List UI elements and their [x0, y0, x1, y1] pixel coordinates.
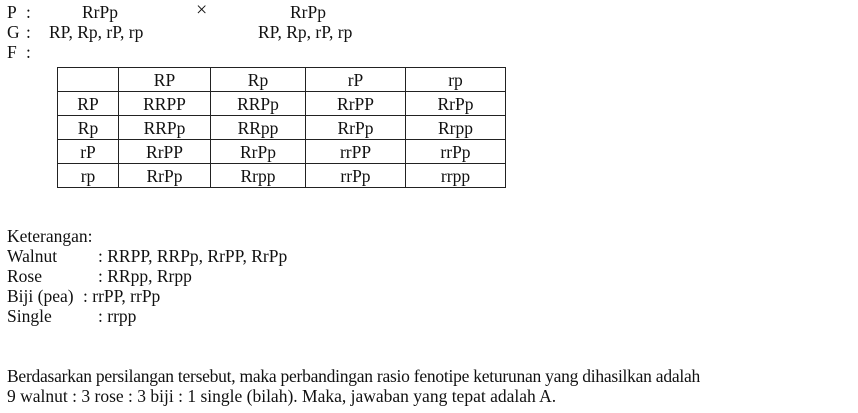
row-header: Rp [58, 116, 119, 140]
table-row [58, 116, 506, 140]
header-cell: Rp [211, 68, 306, 92]
cell: Rrpp [406, 116, 506, 140]
row-header: RP [58, 92, 119, 116]
punnett-square [57, 67, 506, 188]
cell: RRPP [119, 92, 211, 116]
table-row [58, 164, 506, 188]
legend-value: : rrpp [98, 306, 137, 326]
table-row [58, 92, 506, 116]
cell: rrpp [406, 164, 506, 188]
cell: RrPP [119, 140, 211, 164]
colon: : [26, 42, 31, 62]
cell: RrPp [406, 92, 506, 116]
cell: RRPp [211, 92, 306, 116]
table-header-row [58, 68, 506, 92]
cross-symbol: × [196, 0, 208, 21]
header-cell: RP [119, 68, 211, 92]
cell: RrPp [211, 140, 306, 164]
cell: RrPp [119, 164, 211, 188]
header-cell: rp [406, 68, 506, 92]
cell: rrPP [306, 140, 406, 164]
conclusion-line: 9 walnut : 3 rose : 3 biji : 1 single (bilah). Maka, jawaban yang tepat adalah A. [7, 386, 557, 406]
legend-name: Biji (pea) [7, 286, 74, 306]
gametes-1: RP, Rp, rP, rp [49, 22, 144, 42]
legend-name: Rose [7, 266, 42, 286]
colon: : [26, 2, 31, 22]
header-cell [58, 68, 119, 92]
table-row [58, 140, 506, 164]
legend-value: : RRPP, RRPp, RrPP, RrPp [98, 246, 288, 266]
legend-value: : rrPP, rrPp [83, 286, 161, 306]
gametes-label: G [7, 22, 20, 42]
conclusion-line: Berdasarkan persilangan tersebut, maka perbandingan rasio fenotipe keturunan yang dihasilkan adalah [7, 366, 700, 386]
cell: Rrpp [211, 164, 306, 188]
legend-value: : RRpp, Rrpp [98, 266, 192, 286]
cell: rrPp [306, 164, 406, 188]
cell: RRPp [119, 116, 211, 140]
legend-title: Keterangan: [7, 226, 93, 246]
cell: RRpp [211, 116, 306, 140]
header-cell: rP [306, 68, 406, 92]
legend-name: Single [7, 306, 52, 326]
parent-2: RrPp [290, 2, 326, 22]
cell: RrPp [306, 116, 406, 140]
cell: rrPp [406, 140, 506, 164]
colon: : [26, 22, 31, 42]
row-header: rp [58, 164, 119, 188]
cell: RrPP [306, 92, 406, 116]
row-header: rP [58, 140, 119, 164]
parent-1: RrPp [82, 2, 118, 22]
f-label: F [7, 42, 17, 62]
parents-label: P [7, 2, 17, 22]
legend-name: Walnut [7, 246, 58, 266]
gametes-2: RP, Rp, rP, rp [258, 22, 353, 42]
